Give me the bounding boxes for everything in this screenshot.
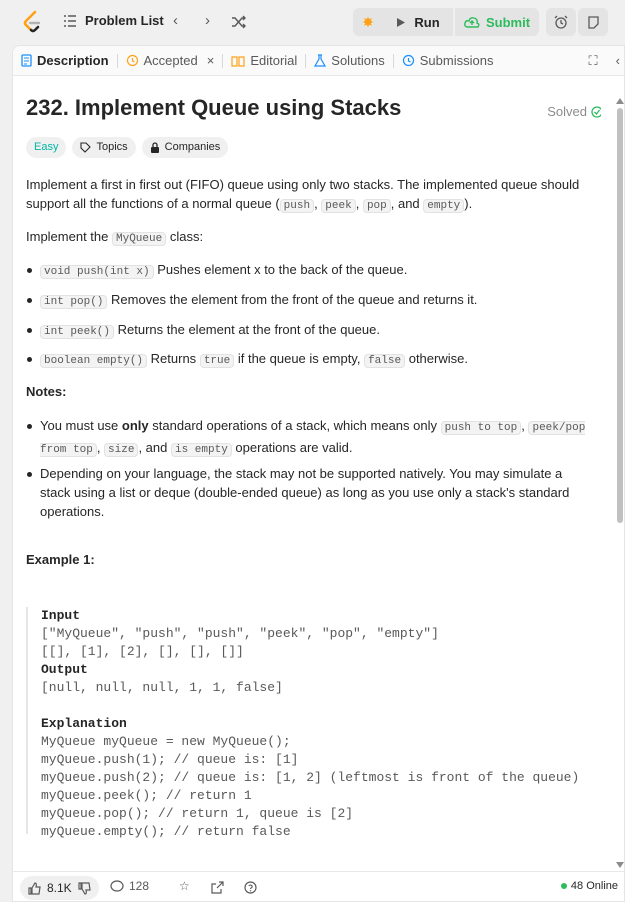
- explanation-line: myQueue.peek(); // return 1: [41, 788, 252, 803]
- difficulty-label: Easy: [34, 141, 59, 153]
- problem-description: [26, 76, 601, 871]
- next-problem-chevron-right-icon[interactable]: ›: [205, 12, 210, 29]
- tab-solutions-label: Solutions: [331, 53, 385, 68]
- list-icon: [63, 15, 77, 27]
- intro-paragraph: Implement a first in first out (FIFO) queue using only two stacks. The implemented queue should support all the functions of a normal queue ( push , peek , pop , and empty ).: [26, 177, 580, 212]
- tab-description[interactable]: [13, 46, 117, 76]
- code-pop: pop: [363, 199, 391, 213]
- method-text: if the queue is empty,: [237, 351, 361, 366]
- tab-description-label: Description: [37, 53, 109, 68]
- book-icon: [231, 55, 245, 67]
- method-code: int pop(): [40, 295, 107, 309]
- output-label: Output: [41, 662, 88, 677]
- submit-button[interactable]: [455, 8, 539, 36]
- explanation-line: myQueue.push(2); // queue is: [1, 2] (leftmost is front of the queue): [41, 770, 580, 785]
- solved-status-badge: [547, 102, 601, 121]
- panel-controls: [589, 53, 620, 69]
- companies-button[interactable]: [142, 137, 229, 158]
- explanation-line: myQueue.push(1); // queue is: [1]: [41, 752, 299, 767]
- code-peek-pop: peek/pop from top: [40, 422, 586, 456]
- panel-tabs: [13, 46, 625, 76]
- topics-button[interactable]: [72, 137, 135, 158]
- help-icon[interactable]: [244, 881, 257, 894]
- maximize-icon[interactable]: ⛶: [588, 53, 598, 68]
- comment-icon: [110, 880, 124, 893]
- intro-text: Implement a first in first out (FIFO) queue using only two stacks. The implemented queue should support all the functions of a normal queue (: [26, 177, 580, 211]
- debug-button[interactable]: [353, 8, 383, 36]
- list-item: [40, 464, 595, 521]
- run-button[interactable]: [383, 8, 453, 36]
- list-item: You must use only standard operations of a stack, which means only push to top , peek/pop from top , size , and is empty operations are valid.: [40, 416, 595, 460]
- scrollbar[interactable]: [616, 98, 624, 868]
- list-item: [40, 290, 595, 312]
- explanation-line: myQueue.empty(); // return false: [41, 824, 291, 839]
- note-text: operations are valid.: [235, 440, 353, 455]
- companies-label: Companies: [164, 141, 221, 153]
- code-is-empty: is empty: [171, 443, 232, 457]
- list-item: [40, 349, 595, 371]
- online-count: 48 Online: [570, 880, 618, 892]
- flask-icon: [314, 54, 326, 67]
- note-bold: only: [121, 418, 149, 433]
- note-icon: [587, 16, 600, 29]
- code-peek: peek: [321, 199, 355, 213]
- method-code: void push(int x): [40, 265, 154, 279]
- code-size: size: [104, 443, 138, 457]
- class-text: Implement the: [26, 229, 109, 244]
- output-line: [null, null, null, 1, 1, false]: [41, 680, 283, 695]
- topics-label: Topics: [96, 141, 128, 153]
- leetcode-logo-icon[interactable]: [22, 10, 42, 34]
- tab-accepted-label: Accepted: [143, 53, 198, 68]
- alarm-clock-icon: [554, 15, 568, 29]
- notes-button[interactable]: [578, 8, 608, 36]
- code-push-to-top: push to top: [441, 421, 522, 435]
- class-text-end: class:: [169, 229, 204, 244]
- tab-submissions-label: Submissions: [419, 53, 494, 68]
- method-text: Removes the element from the front of the queue and returns it.: [111, 292, 478, 307]
- input-label: Input: [41, 608, 81, 623]
- example-heading: Example 1:: [26, 552, 95, 567]
- lock-icon: [150, 142, 160, 153]
- bug-icon: ✸: [362, 13, 374, 30]
- thumbs-down-icon[interactable]: [78, 882, 91, 895]
- history-icon: [402, 54, 415, 67]
- class-paragraph: [26, 227, 596, 249]
- explanation-line: MyQueue myQueue = new MyQueue();: [41, 734, 291, 749]
- comments-button[interactable]: [110, 879, 149, 893]
- code-myqueue: MyQueue: [112, 232, 166, 246]
- page-title: 232. Implement Queue using Stacks: [26, 95, 402, 120]
- history-icon: [126, 54, 139, 67]
- submit-label: Submit: [485, 14, 531, 30]
- tab-submissions[interactable]: [394, 46, 502, 76]
- shuffle-icon[interactable]: [231, 15, 247, 29]
- method-code: int peek(): [40, 325, 114, 339]
- top-navigation-bar: [0, 0, 625, 45]
- problem-tags: [26, 137, 228, 158]
- input-line: [[], [1], [2], [], [], []]: [41, 644, 244, 659]
- note-text: standard operations of a stack, which means only: [152, 418, 437, 433]
- tab-editorial[interactable]: [223, 46, 305, 76]
- list-item: [40, 260, 595, 282]
- tab-accepted[interactable]: [118, 46, 223, 76]
- explanation-label: Explanation: [41, 716, 127, 731]
- code-true: true: [200, 354, 234, 368]
- difficulty-badge: [26, 137, 66, 158]
- online-status: [561, 880, 618, 892]
- code-empty: empty: [423, 199, 464, 213]
- code-push: push: [280, 199, 314, 213]
- explanation-line: myQueue.pop(); // return 1, queue is [2]: [41, 806, 354, 821]
- problem-list-label: Problem List: [85, 13, 164, 28]
- code-false: false: [364, 354, 405, 368]
- method-code: boolean empty(): [40, 354, 147, 368]
- tab-solutions[interactable]: [306, 46, 392, 76]
- online-dot-icon: [561, 883, 567, 889]
- alarm-clock-button[interactable]: [546, 8, 576, 36]
- close-tab-icon[interactable]: ×: [206, 53, 215, 68]
- problem-list-button[interactable]: [63, 13, 164, 28]
- tag-icon: [80, 142, 91, 153]
- like-dislike-group: [20, 876, 99, 900]
- method-text: Returns the element at the front of the queue.: [117, 322, 380, 337]
- collapse-chevron-left-icon[interactable]: ‹: [615, 53, 620, 68]
- previous-problem-chevron-left-icon[interactable]: ‹: [173, 12, 178, 29]
- scrollbar-track[interactable]: [616, 98, 624, 868]
- method-text: Pushes element x to the back of the queue.: [157, 262, 408, 277]
- example-block: [26, 607, 596, 839]
- method-text: Returns: [150, 351, 197, 366]
- document-icon: [21, 54, 32, 67]
- run-label: Run: [414, 14, 440, 30]
- thumbs-up-icon[interactable]: [28, 882, 41, 895]
- check-circle-icon: [591, 106, 601, 118]
- note-text: Depending on your language, the stack may not be supported natively. You may simulate a stack using a list or deque (double-ended queue) as long as you use only a stack's standard operations.: [40, 466, 570, 519]
- star-icon[interactable]: ☆: [179, 879, 190, 893]
- notes-heading: Notes:: [26, 384, 67, 399]
- method-text: otherwise.: [408, 351, 468, 366]
- description-panel: [12, 45, 625, 902]
- input-line: ["MyQueue", "push", "push", "peek", "pop", "empty"]: [41, 626, 439, 641]
- cloud-upload-icon: [464, 16, 480, 28]
- list-item: [40, 320, 595, 342]
- solved-label: Solved: [547, 104, 587, 119]
- play-icon: [396, 17, 406, 28]
- bottom-action-bar: [13, 871, 625, 902]
- note-text: You must use: [40, 418, 119, 433]
- tab-editorial-label: Editorial: [250, 53, 298, 68]
- like-count: 8.1K: [47, 881, 72, 895]
- share-icon[interactable]: [211, 881, 224, 894]
- comment-count: 128: [129, 879, 150, 893]
